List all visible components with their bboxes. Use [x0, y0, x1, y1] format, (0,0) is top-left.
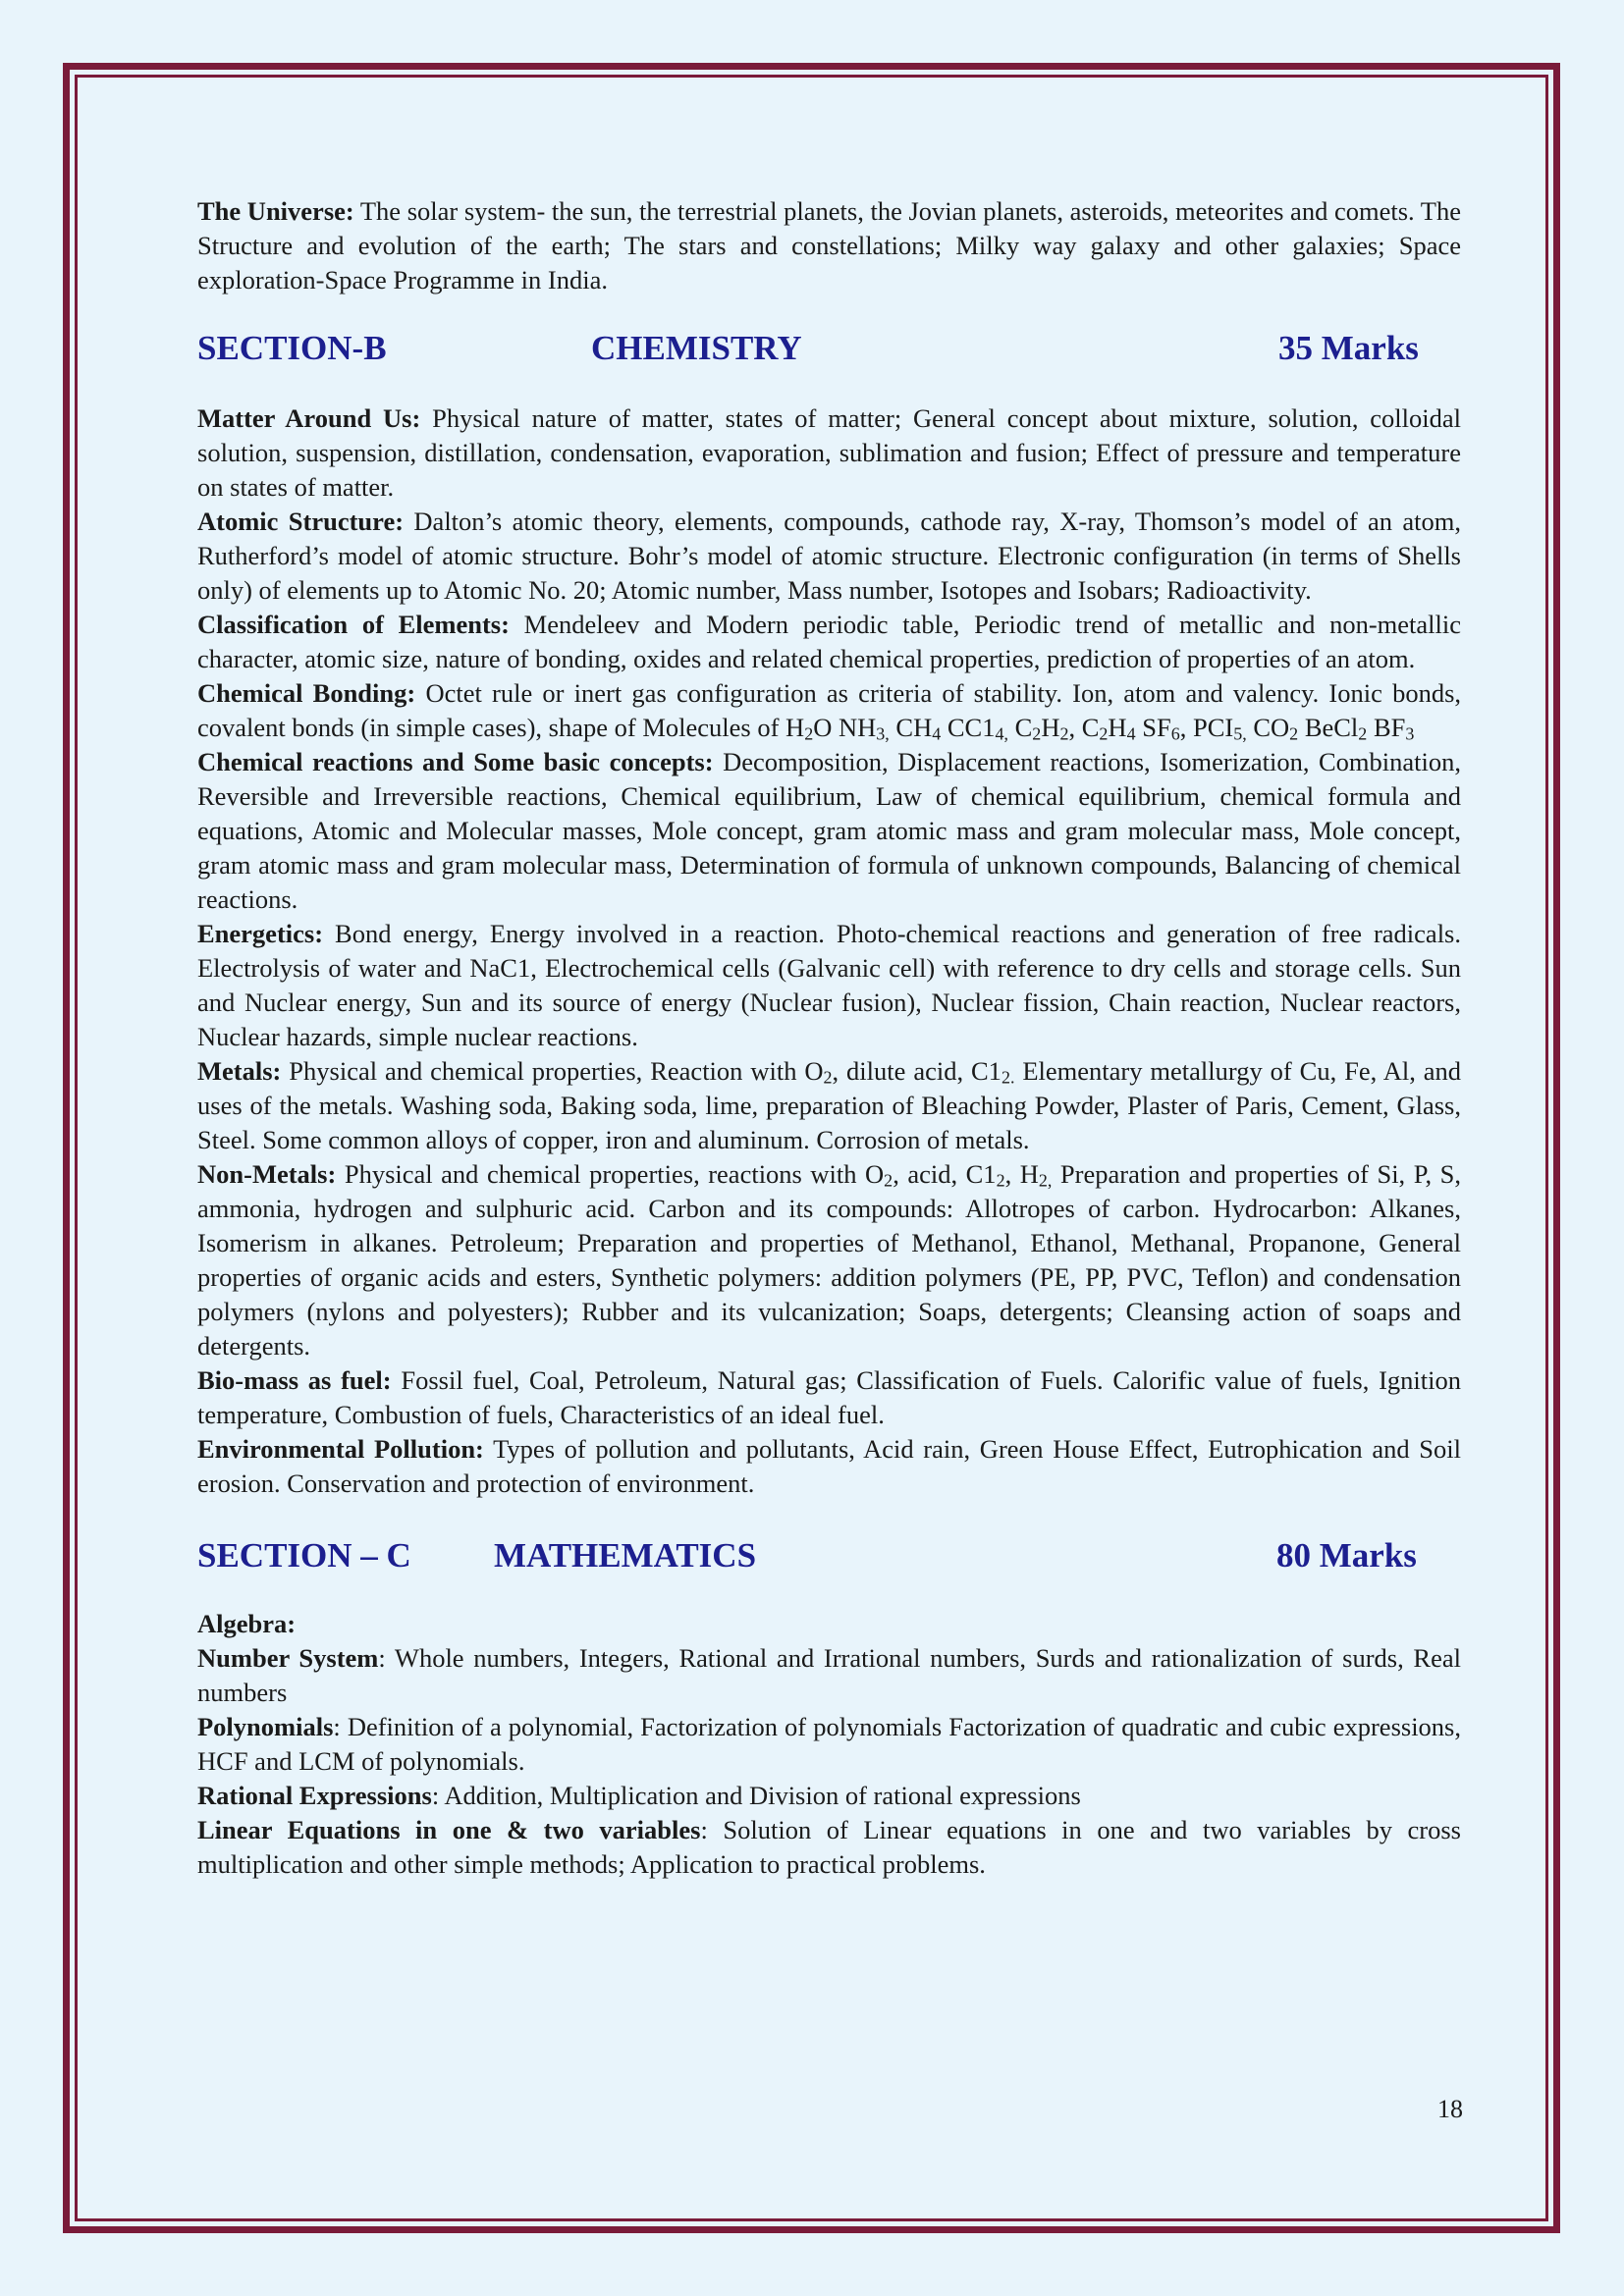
subscript: 2	[1099, 723, 1109, 744]
topic-label: Chemical Bonding:	[197, 678, 416, 708]
section-b-heading	[197, 327, 1461, 370]
formula-part: CO	[1246, 713, 1290, 742]
topic-text: : Definition of a polynomial, Factorization of polynomials Factorization of quadratic and cubic expressions, HCF and LCM of polynomials.	[197, 1712, 1461, 1776]
topic-text: , acid, C1	[893, 1159, 997, 1189]
topic-label: The Universe:	[197, 196, 354, 226]
universe-paragraph	[197, 194, 1461, 297]
formula-part: CC1	[941, 713, 996, 742]
topic-paragraph	[197, 676, 1461, 745]
topic-paragraph	[197, 917, 1461, 1054]
topic-paragraph	[197, 1641, 1461, 1710]
topic-paragraph	[197, 1363, 1461, 1432]
topic-text: Bond energy, Energy involved in a reaction. Photo-chemical reactions and generation of free radicals. Electrolysis of water and NaC1, Electrochemical cells (Galvanic cell) with reference to dry cells and storage cells. Sun and Nuclear energy, Sun and its source of energy (Nuclear fusion), Nuclear fission, Chain reaction, Nuclear reactors, Nuclear hazards, simple nuclear reactions.	[197, 919, 1461, 1051]
topic-text: : Addition, Multiplication and Division of rational expressions	[431, 1781, 1081, 1810]
formula-part: C	[1007, 713, 1033, 742]
topic-label: Metals:	[197, 1056, 282, 1086]
subscript: 2	[823, 1067, 833, 1088]
topic-paragraph	[197, 1432, 1461, 1501]
formula-part: H	[1108, 713, 1127, 742]
formula-part: O NH	[813, 713, 877, 742]
subscript: 2,	[1038, 1170, 1053, 1191]
topic-text: Preparation and properties of Si, P, S, ammonia, hydrogen and sulphuric acid. Carbon and its compounds: Allotropes of carbon. Hydrocarbon: Alkanes, Isomerism in alkanes. Petroleum; Preparation and properties of Methanol, Ethanol, Methanal, Propanone, General properties of organic acids and esters, Synthetic polymers: addition polymers (PE, PP, PVC, Teflon) and condensation polymers (nylons and polyesters); Rubber and its vulcanization; Soaps, detergents; Cleansing action of soaps and detergents.	[197, 1159, 1462, 1361]
topic-text: The solar system- the sun, the terrestrial planets, the Jovian planets, asteroids, meteorites and comets. The Structure and evolution of the earth; The stars and constellations; Milky way galaxy and other galaxies; Space exploration-Space Programme in India.	[197, 196, 1461, 294]
page-content	[197, 194, 1461, 1882]
topic-label: Non-Metals:	[197, 1159, 337, 1189]
topic-label: Rational Expressions	[197, 1781, 432, 1810]
topic-text: : Solution of Linear equations in one and two variables by cross multiplication and other simple methods; Application to practical problems.	[197, 1815, 1461, 1879]
topic-text: Physical and chemical properties, Reaction with O	[289, 1056, 824, 1086]
topic-label: Polynomials	[197, 1712, 334, 1741]
topic-label: Atomic Structure:	[197, 507, 405, 536]
topic-label: Linear Equations in one & two variables	[197, 1815, 701, 1844]
subscript: 4,	[995, 723, 1008, 744]
topic-paragraph	[197, 1054, 1461, 1157]
topic-paragraph	[197, 1157, 1461, 1363]
topic-label: Number System	[197, 1643, 379, 1673]
topic-text: Mendeleev and Modern periodic table, Periodic trend of metallic and non-metallic character, atomic size, nature of bonding, oxides and related chemical properties, prediction of properties of an atom.	[197, 610, 1462, 673]
formula-part: BF	[1367, 713, 1406, 742]
topic-label: Bio-mass as fuel:	[197, 1365, 392, 1395]
section-label: SECTION – C	[197, 1536, 411, 1575]
molecule-formulas	[785, 713, 1414, 742]
formula-part: CH	[889, 713, 933, 742]
topic-paragraph	[197, 505, 1461, 608]
topic-label: Algebra:	[197, 1609, 297, 1638]
subscript: 2	[1289, 723, 1299, 744]
formula-part: , PCI	[1179, 713, 1234, 742]
topic-text: Octet rule or inert gas configuration as criteria of stability. Ion, atom and valency. Ionic bonds, covalent bonds (in simple cases), shape of Molecules of	[197, 678, 1462, 742]
topic-label: Energetics:	[197, 919, 324, 948]
topic-paragraph	[197, 1710, 1461, 1779]
section-label: SECTION-B	[197, 329, 387, 367]
formula-part: H	[1041, 713, 1060, 742]
topic-label: Classification of Elements:	[197, 610, 510, 639]
topic-text: : Whole numbers, Integers, Rational and Irrational numbers, Surds and rationalization of surds, Real numbers	[197, 1643, 1461, 1707]
section-marks: 80 Marks	[1276, 1536, 1417, 1575]
formula-part: SF	[1135, 713, 1171, 742]
subscript: 3,	[876, 723, 890, 744]
topic-paragraph	[197, 745, 1461, 917]
topic-text: Types of pollution and pollutants, Acid rain, Green House Effect, Eutrophication and Soil erosion. Conservation and protection of environment.	[197, 1434, 1461, 1498]
formula-part: BeCl	[1298, 713, 1359, 742]
topic-text: Decomposition, Displacement reactions, Isomerization, Combination, Reversible and Irreversible reactions, Chemical equilibrium, Law of chemical equilibrium, chemical formula and equations, Atomic and Molecular masses, Mole concept, gram atomic mass and gram molecular mass, Mole concept, gram atomic mass and gram molecular mass, Determination of formula of unknown compounds, Balancing of chemical reactions.	[197, 747, 1462, 914]
topic-label: Matter Around Us:	[197, 403, 421, 433]
topic-text: , dilute acid, C1	[832, 1056, 1001, 1086]
topic-text: Physical and chemical properties, reactions with O	[344, 1159, 885, 1189]
formula-part: , C	[1068, 713, 1100, 742]
subscript: 2	[804, 723, 814, 744]
topic-text: Fossil fuel, Coal, Petroleum, Natural gas; Classification of Fuels. Calorific value of fuels, Ignition temperature, Combustion of fuels, Characteristics of an ideal fuel.	[197, 1365, 1462, 1429]
topic-text: Dalton’s atomic theory, elements, compounds, cathode ray, X-ray, Thomson’s model of an atom, Rutherford’s model of atomic structure. Bohr’s model of atomic structure. Electronic configuration (in terms of Shells only) of elements up to Atomic No. 20; Atomic number, Mass number, Isotopes and Isobars; Radioactivity.	[197, 507, 1462, 605]
topic-text: Physical nature of matter, states of matter; General concept about mixture, solution, colloidal solution, suspension, distillation, condensation, evaporation, sublimation and fusion; Effect of pressure and temperature on states of matter.	[197, 403, 1461, 502]
section-subject: CHEMISTRY	[591, 329, 802, 367]
subscript: 4	[1126, 723, 1136, 744]
subscript: 2	[996, 1170, 1005, 1191]
topic-paragraph	[197, 608, 1461, 676]
topic-paragraph	[197, 1779, 1461, 1813]
topic-text: , H	[1004, 1159, 1039, 1189]
subscript: 6	[1170, 723, 1180, 744]
subscript: 2	[1358, 723, 1368, 744]
subscript: 3	[1405, 723, 1415, 744]
subscript: 2.	[1001, 1067, 1015, 1088]
page-number: 18	[1437, 2095, 1463, 2123]
subscript: 4	[932, 723, 942, 744]
subscript: 2	[1032, 723, 1042, 744]
subscript: 2	[884, 1170, 893, 1191]
formula-part: H	[785, 713, 805, 742]
topic-paragraph	[197, 1813, 1461, 1882]
topic-label: Chemical reactions and Some basic concepts:	[197, 747, 714, 776]
algebra-heading	[197, 1607, 1461, 1641]
section-subject: MATHEMATICS	[494, 1536, 757, 1575]
subscript: 2	[1059, 723, 1069, 744]
section-c-heading	[197, 1534, 1461, 1577]
topic-label: Environmental Pollution:	[197, 1434, 484, 1464]
subscript: 5,	[1233, 723, 1247, 744]
topic-text: Elementary metallurgy of Cu, Fe, Al, and uses of the metals. Washing soda, Baking soda, lime, preparation of Bleaching Powder, Plaster of Paris, Cement, Glass, Steel. Some common alloys of copper, iron and aluminum. Corrosion of metals.	[197, 1056, 1461, 1154]
section-marks: 35 Marks	[1278, 329, 1419, 367]
topic-paragraph	[197, 401, 1461, 505]
